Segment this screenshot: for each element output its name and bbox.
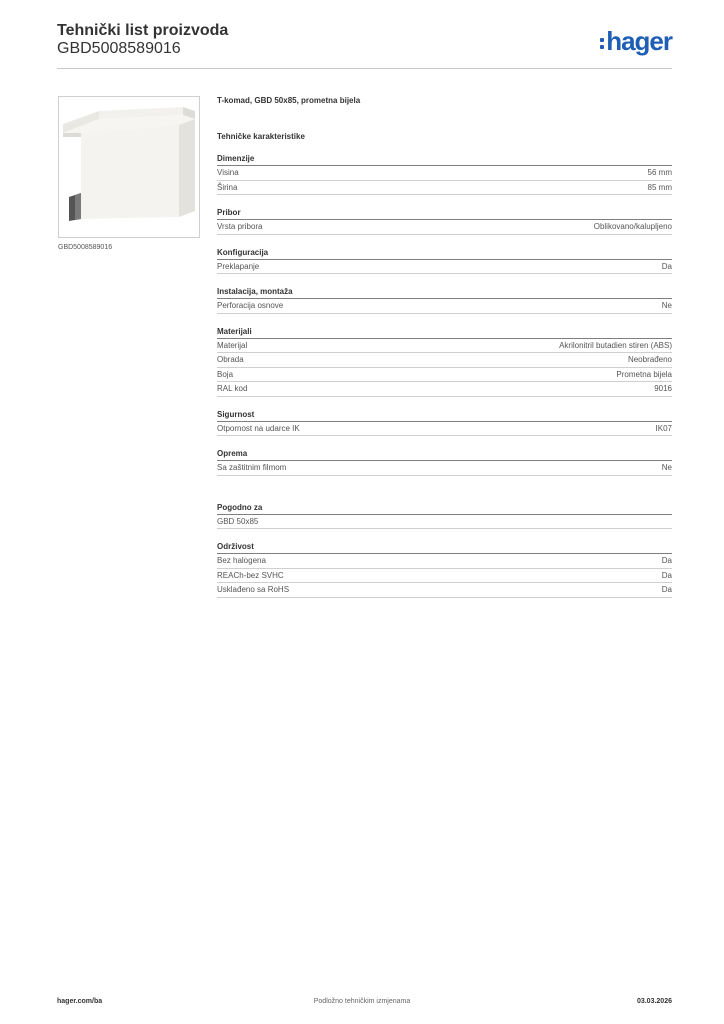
spec-value: Da xyxy=(661,261,672,271)
spec-value: 56 mm xyxy=(647,168,672,177)
spec-label: Usklađeno sa RoHS xyxy=(217,585,290,594)
spec-row xyxy=(217,260,672,275)
spec-value: Akrilonitril butadien stiren (ABS) xyxy=(559,340,672,350)
logo-mark-icon xyxy=(600,38,604,49)
spec-row xyxy=(217,353,672,368)
logo-text: hager xyxy=(606,26,672,56)
section-odrzivost xyxy=(217,541,672,598)
spec-value: Da xyxy=(661,556,672,565)
header-divider xyxy=(57,68,672,69)
section-konfiguracija xyxy=(217,247,672,275)
spec-value: 85 mm xyxy=(647,182,672,192)
footer-note: Podložno tehničkim izmjenama xyxy=(313,998,411,1005)
spec-label: Preklapanje xyxy=(217,261,260,271)
section-title: Oprema xyxy=(217,448,672,461)
spec-row xyxy=(217,220,672,235)
spec-label: Vrsta pribora xyxy=(217,222,263,231)
spec-value: 9016 xyxy=(654,384,672,393)
spec-label: Perforacija osnove xyxy=(217,301,284,310)
section-title: Instalacija, montaža xyxy=(217,286,672,299)
spec-row xyxy=(217,299,672,314)
document-title: Tehnički list proizvoda xyxy=(57,22,229,39)
section-title: Materijali xyxy=(217,326,672,339)
section-title: Konfiguracija xyxy=(217,247,672,260)
spec-row xyxy=(217,583,672,598)
t-piece-icon xyxy=(59,97,199,237)
spec-row xyxy=(217,422,672,437)
image-caption: GBD5008589016 xyxy=(58,244,113,251)
section-materijali xyxy=(217,326,672,397)
section-oprema xyxy=(217,448,672,476)
section-title: Pribor xyxy=(217,207,672,220)
spec-value: Ne xyxy=(661,463,672,472)
spec-label: REACh-bez SVHC xyxy=(217,570,284,580)
spec-row xyxy=(217,181,672,196)
page-header xyxy=(57,20,672,70)
spec-label: Sa zaštitnim filmom xyxy=(217,463,287,472)
spec-label: GBD 50x85 xyxy=(217,516,259,526)
section-title: Pogodno za xyxy=(217,502,672,515)
product-code: GBD5008589016 xyxy=(57,40,181,57)
spec-label: Visina xyxy=(217,168,239,177)
spec-label: Širina xyxy=(217,182,238,192)
spec-label: Bez halogena xyxy=(217,556,266,565)
product-name: T-komad, GBD 50x85, prometna bijela xyxy=(217,96,361,105)
spec-row xyxy=(217,368,672,383)
product-image xyxy=(58,96,200,238)
spec-label: Materijal xyxy=(217,340,248,350)
spec-value: IK07 xyxy=(655,423,672,433)
spec-value: Da xyxy=(661,585,672,594)
section-pogodno-za xyxy=(217,502,672,530)
section-pribor xyxy=(217,207,672,235)
footer-website: hager.com/ba xyxy=(57,998,103,1005)
section-title: Održivost xyxy=(217,541,672,554)
spec-row xyxy=(217,569,672,584)
section-dimenzije xyxy=(217,153,672,195)
spec-value: Ne xyxy=(661,301,672,310)
spec-value: Prometna bijela xyxy=(616,369,672,379)
section-instalacija xyxy=(217,286,672,314)
spec-label: Obrada xyxy=(217,355,244,364)
section-title: Sigurnost xyxy=(217,409,672,422)
footer-date: 03.03.2026 xyxy=(636,998,672,1005)
spec-label: Boja xyxy=(217,369,234,379)
spec-row xyxy=(217,166,672,181)
spec-label: RAL kod xyxy=(217,384,248,393)
spec-value: Da xyxy=(661,570,672,580)
hager-logo xyxy=(600,26,672,56)
spec-row xyxy=(217,461,672,476)
spec-row xyxy=(217,382,672,397)
spec-row xyxy=(217,554,672,569)
spec-value: Neobrađeno xyxy=(627,355,672,364)
technical-characteristics-title: Tehničke karakteristike xyxy=(217,132,305,141)
spec-row xyxy=(217,515,672,530)
spec-row xyxy=(217,339,672,354)
spec-content xyxy=(217,96,672,610)
section-sigurnost xyxy=(217,409,672,437)
section-title: Dimenzije xyxy=(217,153,672,166)
spec-value: Oblikovano/kalupljeno xyxy=(593,222,672,231)
spec-label: Otpornost na udarce IK xyxy=(217,423,300,433)
